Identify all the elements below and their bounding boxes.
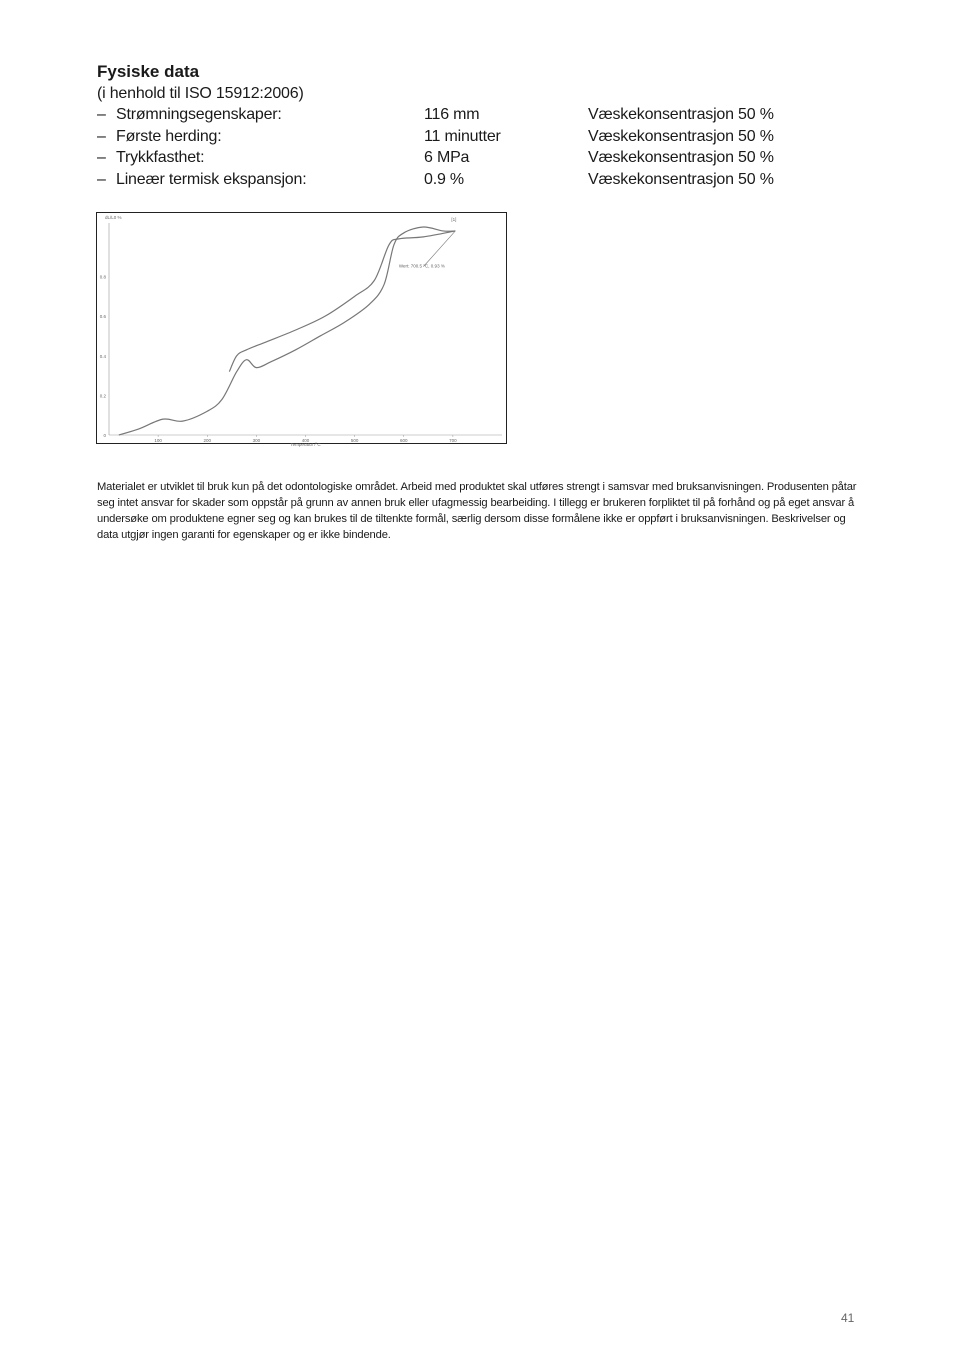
- list-dash: –: [97, 171, 106, 189]
- property-value: 6 MPa: [424, 149, 470, 167]
- disclaimer-text: Materialet er utviklet til bruk kun på det odontologiske området. Arbeid med produktet skal utføres strengt i samsvar med bruksanvisningen. Produsenten påtar seg intet ansvar for skader som oppstår på grunn av annen bruk eller ufagmessig bearbeiding. I tillegg er brukeren forpliktet til på forhånd og på eget ansvar å undersøke om produktene egner seg og kan brukes til de tiltenkte formål, særlig dersom disse formålene ikke er oppført i bruksanvisningen. Beskrivelser og data utgjør ingen garanti for egenskaper og er ikke bindende.: [97, 481, 857, 541]
- x-tick-label: 600: [399, 438, 408, 443]
- x-tick-label: 500: [350, 438, 359, 443]
- property-list: [97, 105, 817, 192]
- property-note: Væskekonsentrasjon 50 %: [588, 149, 774, 167]
- x-axis-label: Temperatur /°C: [290, 442, 321, 447]
- property-row: [97, 170, 817, 192]
- list-dash: –: [97, 106, 106, 123]
- property-value: 11 minutter: [424, 127, 501, 145]
- annotation-text: Wert: 700.5 °C, 0.93 %: [398, 263, 445, 269]
- y-axis-label: dL/L0 %: [105, 215, 122, 220]
- series-line-2: [229, 231, 455, 372]
- y-tick-label: 0.8: [99, 274, 106, 280]
- property-row: [97, 105, 817, 127]
- y-tick-label: 0.4: [99, 353, 106, 359]
- x-tick-label: 400: [301, 438, 310, 443]
- chart-canvas: [97, 213, 506, 447]
- thermal-expansion-chart: [96, 212, 507, 447]
- property-note: Væskekonsentrasjon 50 %: [588, 106, 774, 123]
- y-tick-label: 0.2: [99, 393, 106, 399]
- y-tick-label: 0.6: [99, 314, 106, 320]
- property-label: Første herding:: [116, 127, 222, 145]
- section-heading: Fysiske data: [97, 62, 200, 81]
- x-tick-label: 300: [252, 438, 261, 443]
- property-row: [97, 148, 817, 170]
- series-line-1: [119, 227, 456, 435]
- property-label: Strømningsegenskaper:: [116, 106, 282, 123]
- page-number: 41: [841, 1311, 855, 1325]
- y-tick-label: 0: [103, 433, 106, 438]
- section-subheading: (i henhold til ISO 15912:2006): [97, 85, 304, 102]
- property-label: Lineær termisk ekspansjon:: [116, 171, 307, 189]
- property-value: 0.9 %: [424, 171, 464, 189]
- list-dash: –: [97, 149, 106, 167]
- x-tick-label: 700: [449, 438, 457, 443]
- list-dash: –: [97, 127, 106, 145]
- property-row: [97, 127, 817, 149]
- x-tick-label: 200: [203, 438, 212, 443]
- x-tick-label: 100: [154, 438, 162, 443]
- end-label: [1]: [451, 217, 457, 223]
- property-label: Trykkfasthet:: [116, 149, 205, 167]
- property-note: Væskekonsentrasjon 50 %: [588, 171, 774, 189]
- property-note: Væskekonsentrasjon 50 %: [588, 127, 774, 145]
- property-value: 116 mm: [424, 106, 480, 123]
